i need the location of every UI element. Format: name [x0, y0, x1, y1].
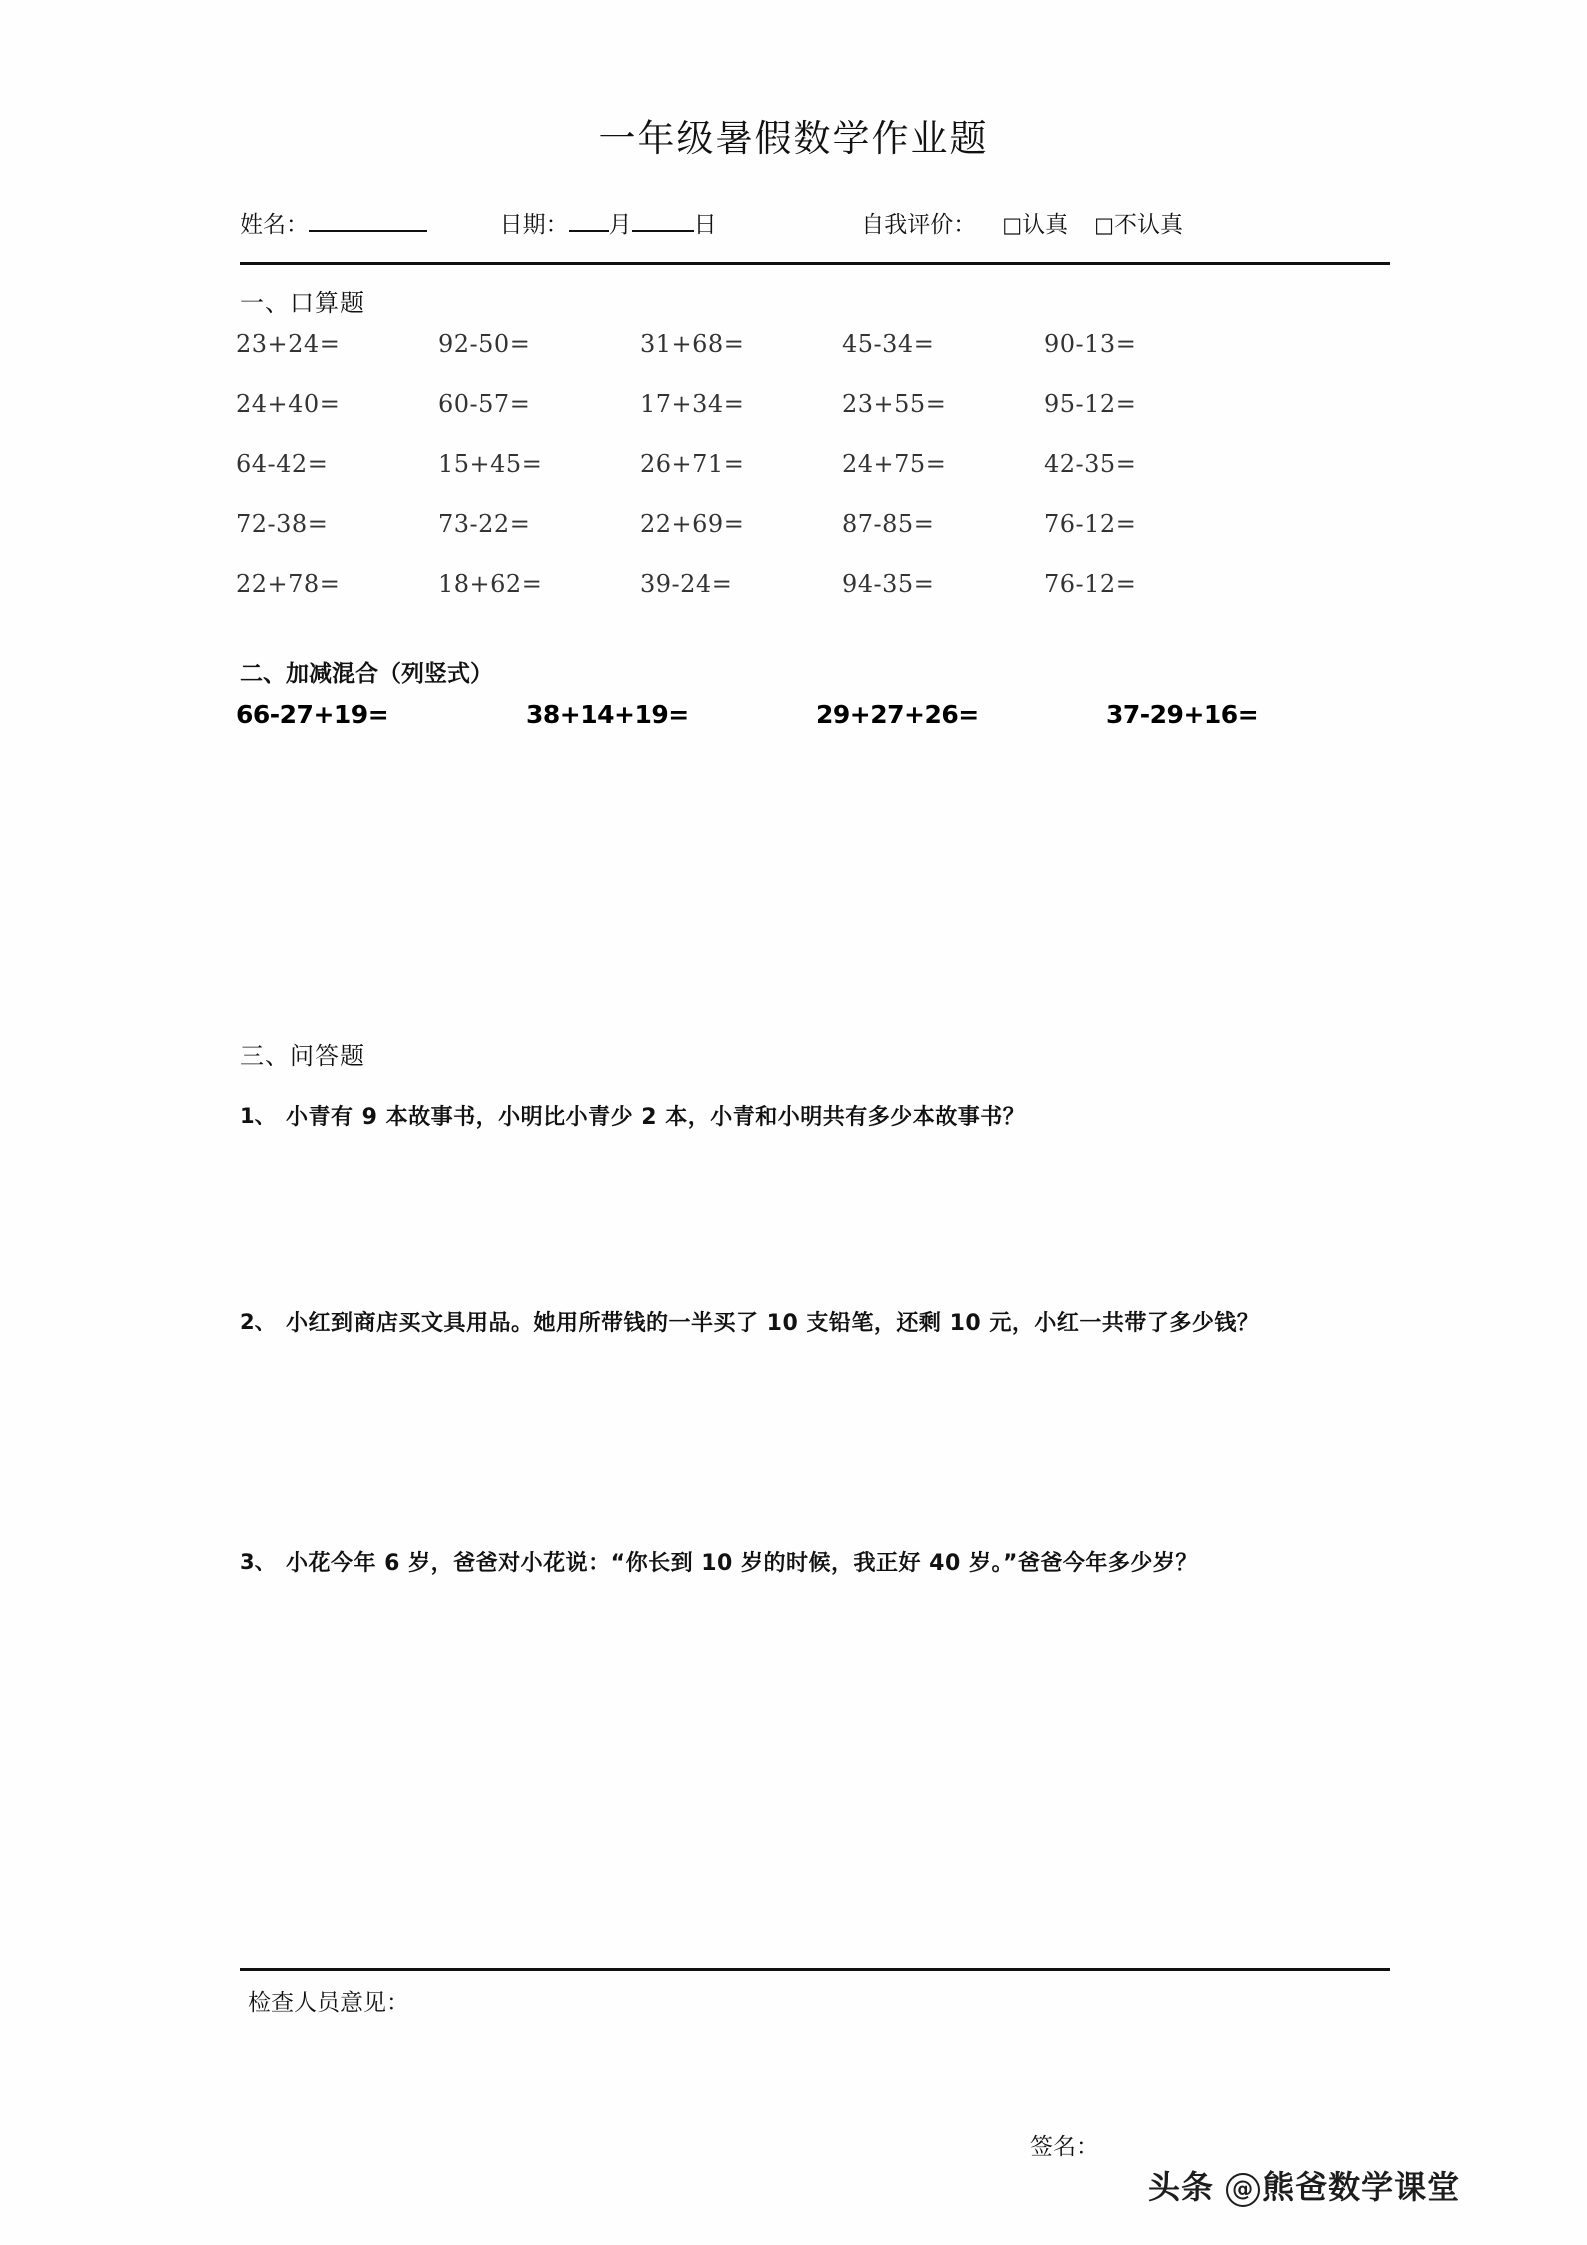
calc-item[interactable]: 22+69=: [640, 510, 745, 538]
calc-item[interactable]: 17+34=: [640, 390, 745, 418]
word-problem-1: [240, 1086, 1420, 1150]
watermark-platform: 头条: [1148, 2168, 1215, 2206]
mixed-equation[interactable]: 37-29+16=: [1106, 700, 1259, 729]
question-text: 小青有 9 本故事书，小明比小青少 2 本，小青和小明共有多少本故事书？: [286, 1105, 1026, 1130]
name-blank[interactable]: [309, 210, 427, 232]
mixed-equation[interactable]: 66-27+19=: [236, 700, 389, 729]
section-two-heading: 二、加减混合（列竖式）: [240, 661, 493, 687]
at-icon: @: [1226, 2173, 1260, 2207]
question-text: 小红到商店买文具用品。她用所带钱的一半买了 10 支铅笔，还剩 10 元，小红一共带了多少钱？: [286, 1311, 1260, 1336]
calc-item[interactable]: 76-12=: [1044, 570, 1137, 598]
calc-item[interactable]: 24+75=: [842, 450, 947, 478]
calc-item[interactable]: 64-42=: [236, 450, 329, 478]
calc-row: [236, 330, 1246, 390]
footer-divider: [240, 1968, 1390, 1971]
calc-item[interactable]: 26+71=: [640, 450, 745, 478]
calc-row: [236, 390, 1246, 450]
option-not-careful-label: 不认真: [1113, 212, 1183, 238]
calc-row: [236, 450, 1246, 510]
mixed-operations-row: [236, 700, 1396, 729]
page-title: 一年级暑假数学作业题: [598, 117, 989, 160]
checkbox-icon[interactable]: □: [1002, 213, 1023, 237]
signature-label: 签名：: [1030, 2134, 1099, 2160]
month-unit-label: 月: [608, 212, 632, 238]
calc-item[interactable]: 94-35=: [842, 570, 935, 598]
calc-item[interactable]: 92-50=: [438, 330, 531, 358]
calc-item[interactable]: 23+55=: [842, 390, 947, 418]
calc-item[interactable]: 95-12=: [1044, 390, 1137, 418]
question-text: 小花今年 6 岁，爸爸对小花说：“你长到 10 岁的时候，我正好 40 岁。”爸爸今年多少岁？: [286, 1551, 1198, 1576]
word-problem-2: [240, 1292, 1420, 1356]
oral-calculation-grid: [236, 330, 1246, 630]
calc-item[interactable]: 31+68=: [640, 330, 745, 358]
student-info-row: [240, 206, 1400, 246]
word-problem-3: [240, 1532, 1420, 1596]
watermark: [1148, 2162, 1460, 2208]
question-number: 2、: [240, 1310, 276, 1334]
calc-item[interactable]: 87-85=: [842, 510, 935, 538]
question-number: 1、: [240, 1104, 276, 1128]
calc-item[interactable]: 76-12=: [1044, 510, 1137, 538]
self-evaluation-field: [861, 206, 1183, 239]
calc-item[interactable]: 90-13=: [1044, 330, 1137, 358]
mixed-equation[interactable]: 38+14+19=: [526, 700, 689, 729]
calc-item[interactable]: 18+62=: [438, 570, 543, 598]
checker-comment-label: 检查人员意见：: [248, 1990, 409, 2016]
option-careful-label: 认真: [1022, 212, 1069, 238]
calc-row: [236, 510, 1246, 570]
watermark-account: 熊爸数学课堂: [1262, 2168, 1461, 2206]
calc-item[interactable]: 24+40=: [236, 390, 341, 418]
mixed-equation[interactable]: 29+27+26=: [816, 700, 979, 729]
date-label: 日期：: [499, 212, 569, 238]
date-field[interactable]: [500, 206, 717, 239]
header-divider: [240, 262, 1390, 265]
calc-item[interactable]: 39-24=: [640, 570, 733, 598]
name-field[interactable]: [240, 206, 427, 239]
calc-row: [236, 570, 1246, 630]
self-evaluation-label: 自我评价：: [861, 212, 977, 238]
day-blank[interactable]: [632, 210, 694, 232]
section-three-heading: 三、问答题: [240, 1042, 365, 1070]
calc-item[interactable]: 72-38=: [236, 510, 329, 538]
calc-item[interactable]: 60-57=: [438, 390, 531, 418]
name-label: 姓名：: [240, 212, 309, 238]
calc-item[interactable]: 15+45=: [438, 450, 543, 478]
calc-item[interactable]: 22+78=: [236, 570, 341, 598]
section-one-heading: 一、口算题: [240, 289, 365, 317]
calc-item[interactable]: 23+24=: [236, 330, 341, 358]
question-number: 3、: [240, 1550, 276, 1574]
calc-item[interactable]: 73-22=: [438, 510, 531, 538]
month-blank[interactable]: [569, 210, 609, 232]
calc-item[interactable]: 42-35=: [1044, 450, 1137, 478]
calc-item[interactable]: 45-34=: [842, 330, 935, 358]
day-unit-label: 日: [693, 212, 717, 238]
checkbox-icon[interactable]: □: [1094, 213, 1114, 237]
